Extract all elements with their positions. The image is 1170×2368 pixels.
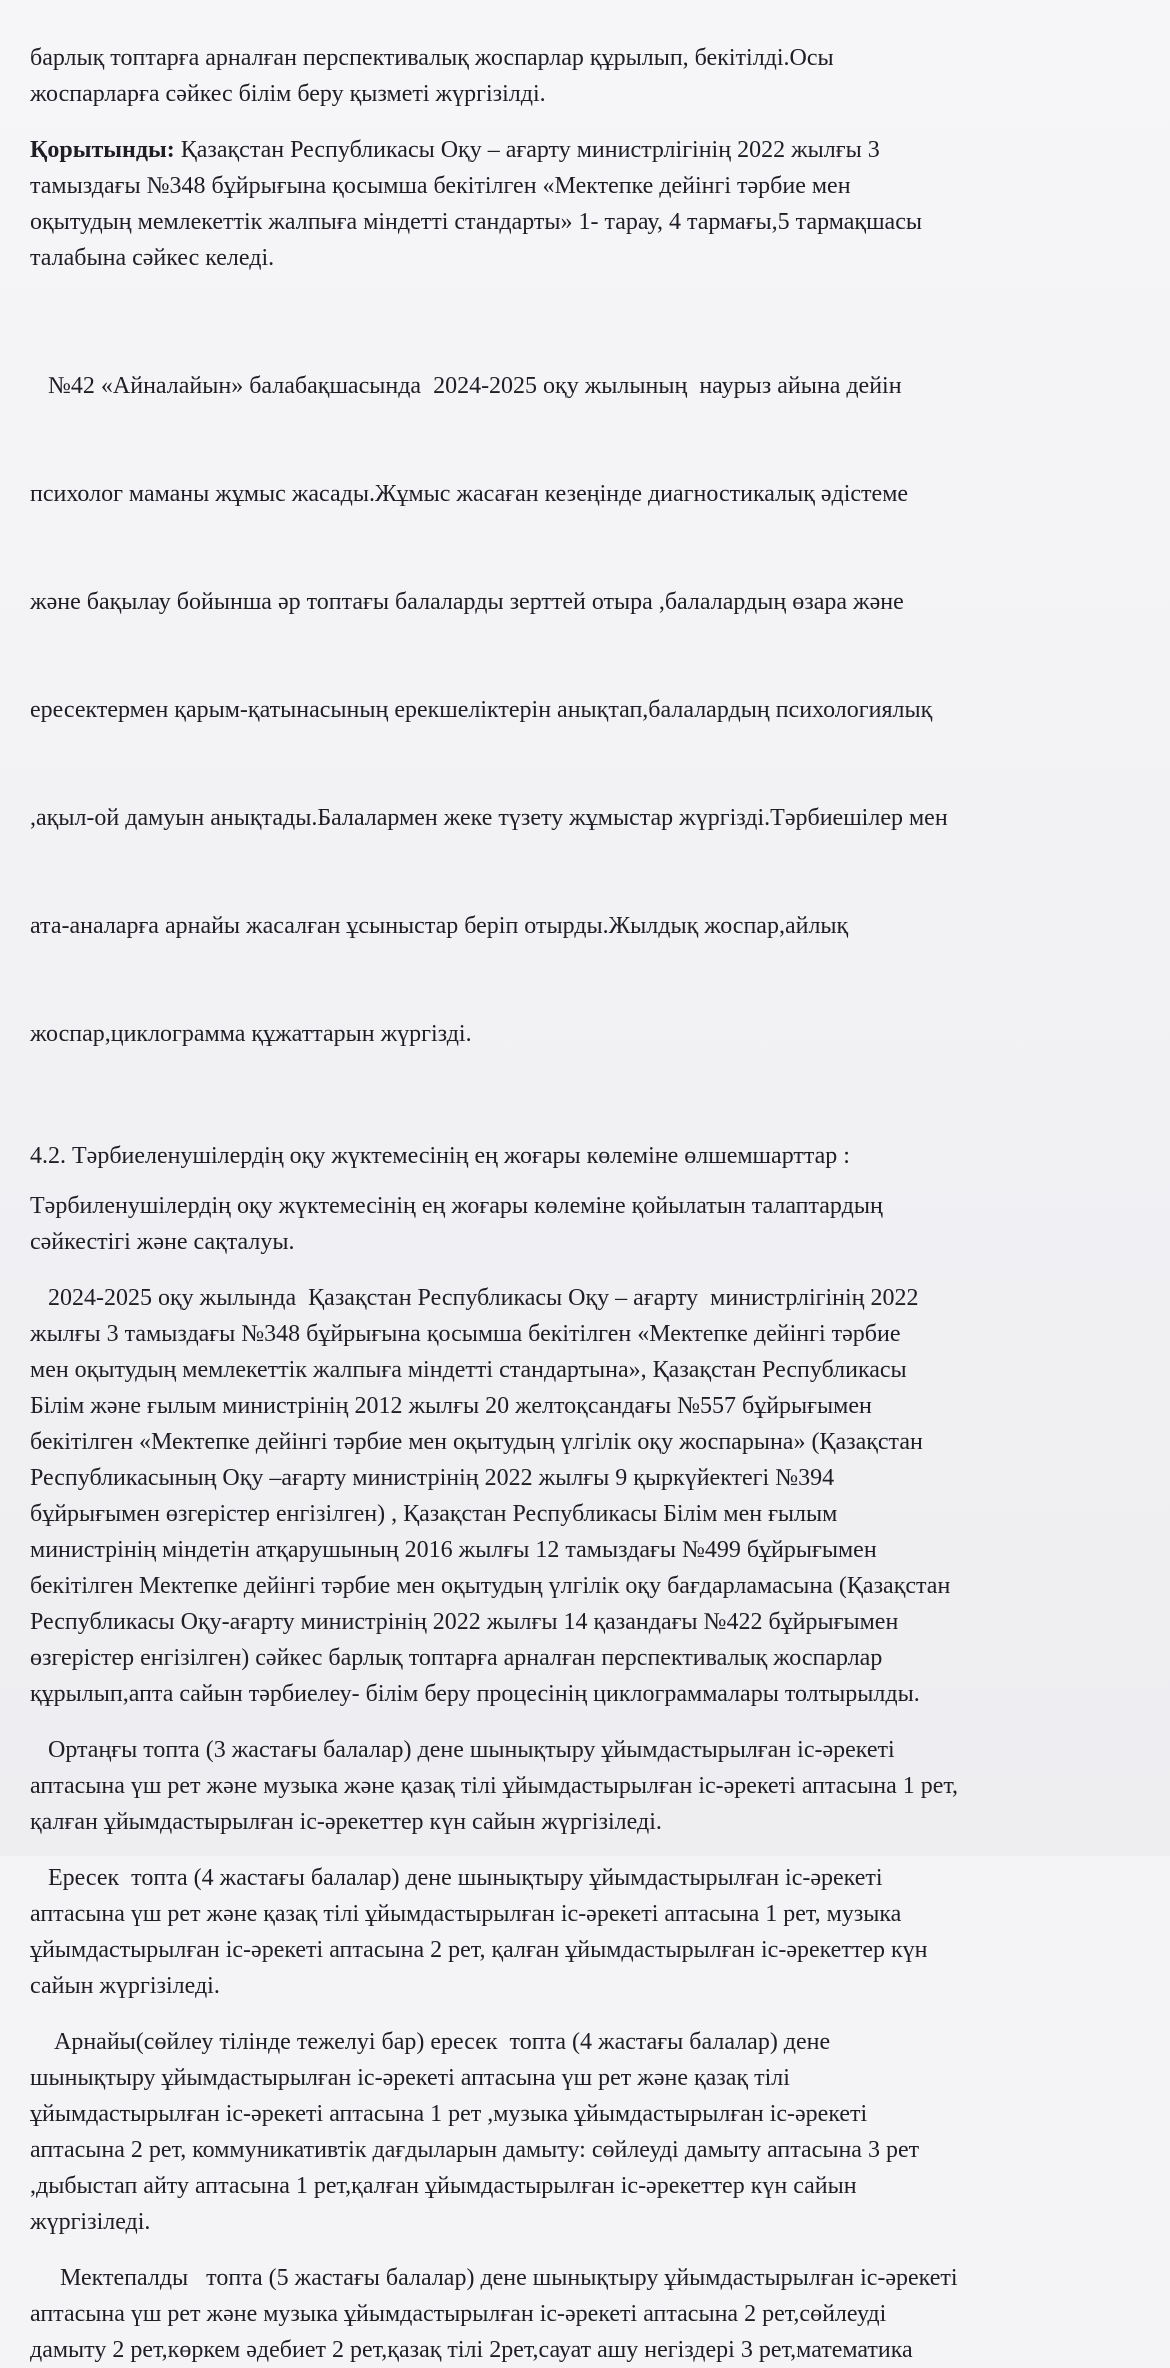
text-line: барлық топтарға арналған перспективалық жоспарлар құрылып, бекітілді.Осы <box>30 45 834 71</box>
section-heading-4-2 <box>30 1138 1140 1174</box>
text-line: бекітілген Мектепке дейінгі тәрбие мен оқытудың үлгілік оқу бағдарламасына (Қазақстан <box>30 1573 951 1599</box>
paragraph-standards <box>30 1280 1140 1712</box>
text-line: жүргізіледі. <box>30 2209 151 2235</box>
text-line: мен оқытудың мемлекеттік жалпыға міндетті стандартына», Қазақстан Республикасы <box>30 1357 907 1383</box>
text-line <box>30 132 1140 168</box>
text-line: сайын жүргізіледі. <box>30 1973 220 1999</box>
text-line: ата-аналарға арнайы жасалған ұсыныстар беріп отырды.Жылдық жоспар,айлық <box>30 913 849 939</box>
text-line: Республикасы Оқу-ағарту министрінің 2022 жылғы 14 қазандағы №422 бұйрығымен <box>30 1609 899 1635</box>
text-line: министрінің міндетін атқарушының 2016 жылғы 12 тамыздағы №499 бұйрығымен <box>30 1537 877 1563</box>
text-line: аптасына үш рет және қазақ тілі ұйымдастырылған іс-әрекеті аптасына 1 рет, музыка <box>30 1901 902 1927</box>
text-line: сәйкестігі және сақталуы. <box>30 1229 295 1255</box>
text-line: Республикасының Оқу –ағарту министрінің 2022 жылғы 9 қыркүйектегі №394 <box>30 1465 835 1491</box>
text-line: психолог маманы жұмыс жасады.Жұмыс жасаған кезеңінде диагностикалық әдістеме <box>30 481 909 507</box>
text-line: қалған ұйымдастырылған іс-әрекеттер күн сайын жүргізіледі. <box>30 1809 662 1835</box>
text-line: тамыздағы №348 бұйрығына қосымша бекітілген «Мектепке дейінгі тәрбие мен <box>30 173 851 199</box>
paragraph-senior-group <box>30 1860 1140 2004</box>
text-line: 2024-2025 оқу жылында Қазақстан Республикасы Оқу – ағарту министрлігінің 2022 <box>30 1285 919 1311</box>
conclusion-label: Қорытынды: <box>30 137 175 163</box>
text-line: ұйымдастырылған іс-әрекеті аптасына 1 рет ,музыка ұйымдастырылған іс-әрекеті <box>30 2101 868 2127</box>
paragraph-plans-approved <box>30 40 1140 112</box>
text-line: бекітілген «Мектепке дейінгі тәрбие мен оқытудың үлгілік оқу жоспарына» (Қазақстан <box>30 1429 923 1455</box>
text-line: 4.2. Тәрбиеленушілердің оқу жүктемесінің ең жоғары көлеміне өлшемшарттар : <box>30 1143 850 1169</box>
text-line: ,ақыл-ой дамуын анықтады.Балалармен жеке түзету жұмыстар жүргізді.Тәрбиешілер мен <box>30 805 948 831</box>
text-line: Ортаңғы топта (3 жастағы балалар) дене шынықтыру ұйымдастырылған іс-әрекеті <box>30 1737 895 1763</box>
paragraph-conclusion <box>30 132 1140 276</box>
text-line: жылғы 3 тамыздағы №348 бұйрығына қосымша бекітілген «Мектепке дейінгі тәрбие <box>30 1321 901 1347</box>
text-line: және бақылау бойынша әр топтағы балаларды зерттей отыра ,балалардың өзара және <box>30 589 904 615</box>
text-line: бұйрығымен өзгерістер енгізілген) , Қазақстан Республикасы Білім мен ғылым <box>30 1501 838 1527</box>
paragraph-preschool-group <box>30 2260 1140 2368</box>
conclusion-text: Қазақстан Республикасы Оқу – ағарту министрлігінің 2022 жылғы 3 <box>174 137 880 163</box>
text-line: оқытудың мемлекеттік жалпыға міндетті стандарты» 1- тарау, 4 тармағы,5 тармақшасы <box>30 209 922 235</box>
text-line: ересектермен қарым-қатынасының ерекшеліктерін анықтап,балалардың психологиялық <box>30 697 933 723</box>
paragraph-middle-group <box>30 1732 1140 1840</box>
paragraph-special-group <box>30 2024 1140 2240</box>
text-line: аптасына 2 рет, коммуникативтік дағдыларын дамыту: сөйлеуді дамыту аптасына 3 рет <box>30 2137 920 2163</box>
text-line: ұйымдастырылған іс-әрекеті аптасына 2 рет, қалған ұйымдастырылған іс-әрекеттер күн <box>30 1937 928 1963</box>
text-line: аптасына үш рет және музыка ұйымдастырылған іс-әрекеті аптасына 2 рет,сөйлеуді <box>30 2301 887 2327</box>
paragraph-requirements <box>30 1188 1140 1260</box>
text-line: өзгерістер енгізілген) сәйкес барлық топтарға арналған перспективалық жоспарлар <box>30 1645 883 1671</box>
text-line: құрылып,апта сайын тәрбиелеу- білім беру процесінің циклограммалары толтырылды. <box>30 1681 920 1707</box>
text-line: талабына сәйкес келеді. <box>30 245 275 271</box>
text-line: жоспарларға сәйкес білім беру қызметі жүргізілді. <box>30 81 546 107</box>
text-line: Тәрбиленушілердің оқу жүктемесінің ең жоғары көлеміне қойылатын талаптардың <box>30 1193 883 1219</box>
text-line: Ересек топта (4 жастағы балалар) дене шынықтыру ұйымдастырылған іс-әрекеті <box>30 1865 883 1891</box>
text-line: Мектепалды топта (5 жастағы балалар) дене шынықтыру ұйымдастырылған іс-әрекеті <box>30 2265 958 2291</box>
text-line: дамыту 2 рет,көркем әдебиет 2 рет,қазақ тілі 2рет,сауат ашу негіздері 3 рет,математика <box>30 2337 913 2363</box>
paragraph-psychologist <box>30 296 1140 1124</box>
text-line: ,дыбыстап айту аптасына 1 рет,қалған ұйымдастырылған іс-әрекеттер күн сайын <box>30 2173 857 2199</box>
text-line: жоспар,циклограмма құжаттарын жүргізді. <box>30 1021 472 1047</box>
text-line: шынықтыру ұйымдастырылған іс-әрекеті аптасына үш рет және қазақ тілі <box>30 2065 790 2091</box>
text-line: Арнайы(сөйлеу тілінде тежелуі бар) ересек топта (4 жастағы балалар) дене <box>30 2029 831 2055</box>
text-line: Білім және ғылым министрінің 2012 жылғы 20 желтоқсандағы №557 бұйрығымен <box>30 1393 872 1419</box>
text-line: №42 «Айналайын» балабақшасында 2024-2025 оқу жылының наурыз айына дейін <box>30 373 902 399</box>
text-line: аптасына үш рет және музыка және қазақ тілі ұйымдастырылған іс-әрекеті аптасына 1 рет, <box>30 1773 959 1799</box>
